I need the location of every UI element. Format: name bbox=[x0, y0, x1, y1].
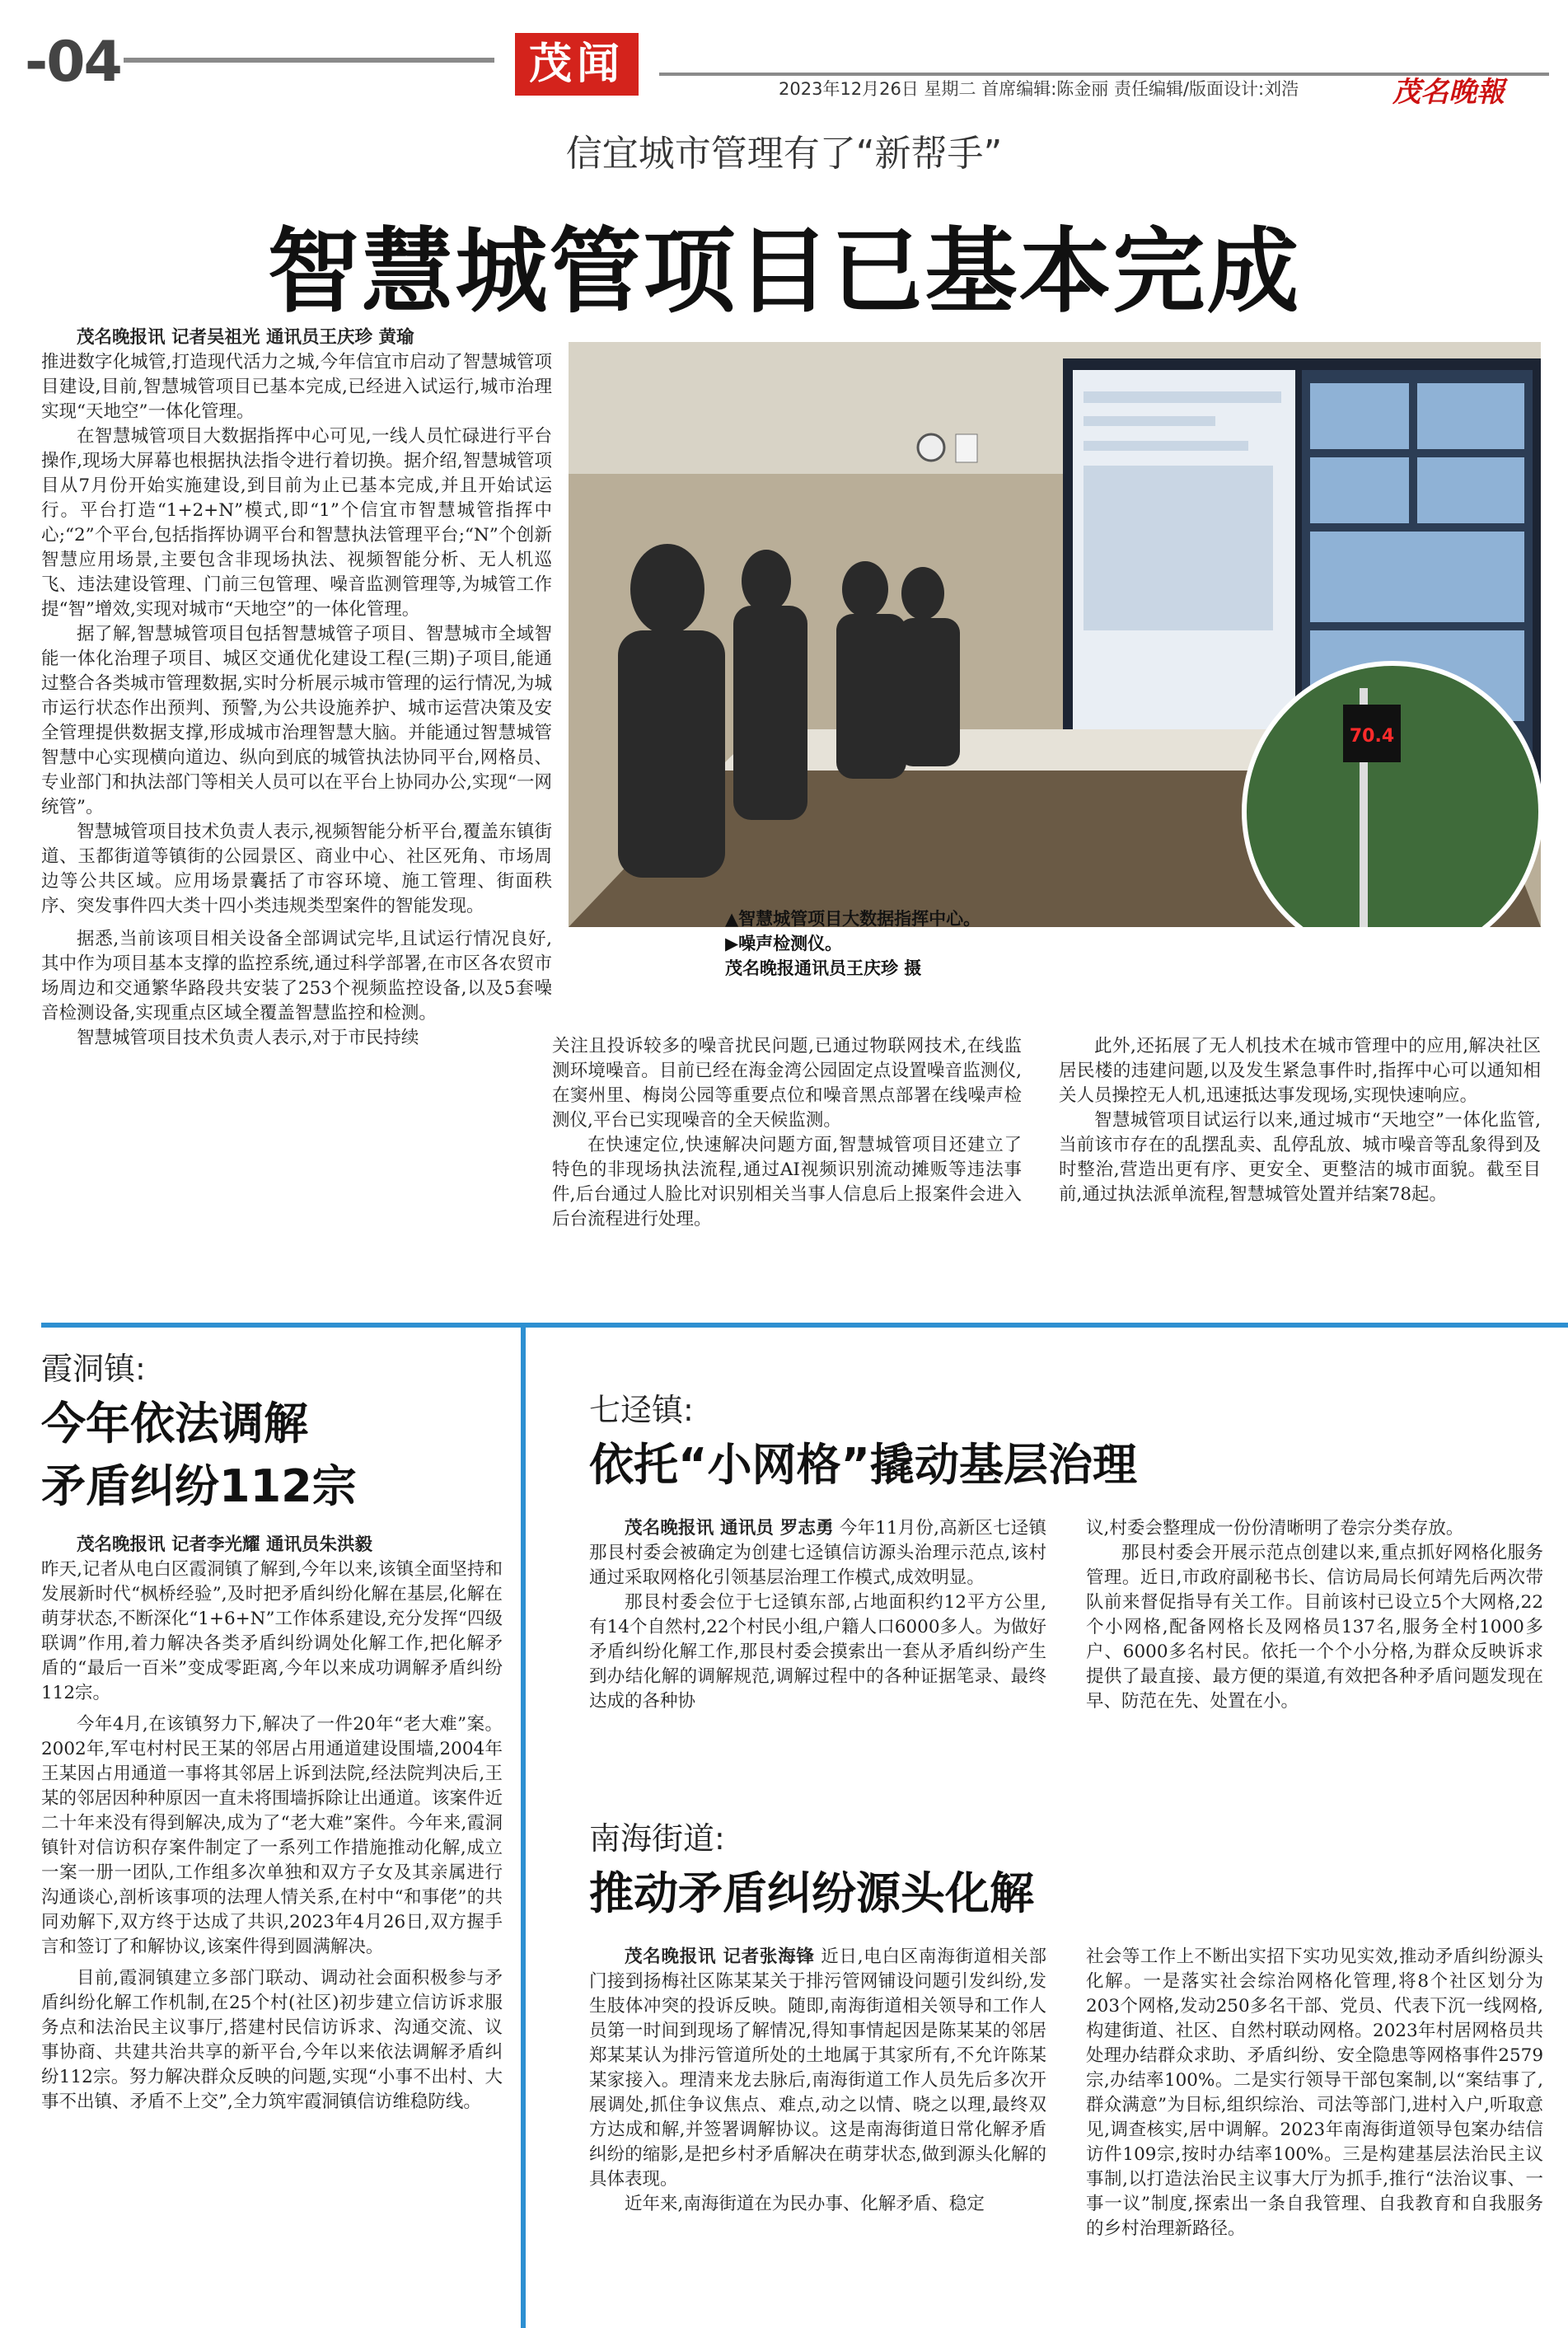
paragraph: 今年11月份,高新区七迳镇那艮村委会被确定为创建七迳镇信访源头治理示范点,该村通过采取网格化引领基层治理工作模式,成效明显。 bbox=[589, 1518, 1046, 1588]
nanhai-kicker: 南海街道: bbox=[589, 1820, 725, 1857]
page-number: -04 bbox=[25, 30, 121, 95]
date-editor-line: 2023年12月26日 星期二 首席编辑:陈金丽 责任编辑/版面设计:刘浩 bbox=[779, 79, 1299, 99]
main-kicker: 信宜城市管理有了“新帮手” bbox=[565, 133, 1003, 175]
main-col-3 bbox=[1059, 1034, 1541, 1207]
paragraph: 智慧城管项目试运行以来,通过城市“天地空”一体化监管,当前该市存在的乱摆乱卖、乱停乱放、城市噪音等乱象得到及时整治,营造出更有序、更安全、更整洁的城市面貌。截至目前,通过执法派单流程,智慧城管处置并结案78起。 bbox=[1059, 1110, 1541, 1205]
paragraph: 社会等工作上不断出实招下实功见实效,推动矛盾纠纷源头化解。一是落实社会综治网格化管理,将8个社区划分为203个网格,发动250多名干部、党员、代表下沉一线网格,构建街道、社区、自然村联动网格。2023年村居网格员共处理办结群众求助、矛盾纠纷、安全隐患等网格事件2579宗,办结率100%。二是实行领导干部包案制,以“案结事了,群众满意”为目标,组织综治、司法等部门,进村入户,听取意见,调查核实,居中调解。2023年南海街道领导包案办结信访件109宗,按时办结率100%。三是构建基层法治民主议事制,以打造法治民主议事大厅为抓手,推行“法治议事、一事一议”制度,探索出一条自我管理、自我教育和自我服务的乡村治理新路径。 bbox=[1086, 1946, 1543, 2239]
main-col-2 bbox=[552, 1034, 1022, 1232]
main-col-1 bbox=[41, 326, 552, 1051]
paragraph: 智慧城管项目技术负责人表示,对于市民持续 bbox=[77, 1028, 419, 1048]
paragraph: 昨天,记者从电白区霞洞镇了解到,今年以来,该镇全面坚持和发展新时代“枫桥经验”,及时把矛盾纠纷化解在基层,化解在萌芽状态,不断深化“1+6+N”工作体系建设,充分发挥“四级联调”作用,着力解决各类矛盾纠纷调处化解工作,把化解矛盾的“最后一百米”变成零距离,今年以来成功调解矛盾纠纷112宗。 bbox=[41, 1559, 503, 1703]
noise-meter-reading: 70.4 bbox=[1349, 726, 1395, 747]
paragraph: 议,村委会整理成一份份清晰明了卷宗分类存放。 bbox=[1086, 1518, 1464, 1539]
xiadong-headline bbox=[41, 1393, 357, 1518]
paragraph: 在快速定位,快速解决问题方面,智慧城管项目还建立了特色的非现场执法流程,通过AI视频识别流动摊贩等违法事件,后台通过人脸比对识别相关当事人信息后上报案件会进入后台流程进行处理。 bbox=[552, 1135, 1022, 1230]
section-rule bbox=[41, 1323, 1568, 1328]
nanhai-col-2 bbox=[1086, 1945, 1543, 2241]
paragraph: 今年4月,在该镇努力下,解决了一件20年“老大难”案。2002年,军屯村村民王某的邻居占用通道建设围墙,2004年王某因占用通道一事将其邻居上诉到法院,经法院判决后,王某的邻居因种种原因一直未将围墙拆除让出通道。该案件近二十年来没有得到解决,成为了“老大难”案件。今年来,霞洞镇针对信访积存案件制定了一系列工作措施推动化解,成立一案一册一团队,工作组多次单独和双方子女及其亲属进行沟通谈心,剖析该事项的法理人情关系,在村中“和事佬”的共同劝解下,双方终于达成了共识,2023年4月26日,双方握手言和签订了和解协议,该案件得到圆满解决。 bbox=[41, 1714, 503, 1957]
headline-line: 今年依法调解 bbox=[41, 1398, 308, 1450]
paragraph: 近日,电白区南海街道相关部门接到扬梅社区陈某某关于排污管网铺设问题引发纠纷,发生肢体冲突的投诉反映。随即,南海街道相关领导和工作人员第一时间到现场了解情况,得知事情起因是陈某某的邻居郑某某认为排污管道所处的土地属于其家所有,不允许陈某某家接入。理清来龙去脉后,南海街道工作人员先后多次开展调处,抓住争议焦点、难点,动之以情、晓之以理,最终双方达成和解,并签署调解协议。这是南海街道日常化解矛盾纠纷的缩影,是把乡村矛盾解决在萌芽状态,做到源头化解的具体表现。 bbox=[589, 1946, 1046, 2190]
paragraph: 此外,还拓展了无人机技术在城市管理中的应用,解决社区居民楼的违建问题,以及发生紧急事件时,指挥中心可以通知相关人员操控无人机,迅速抵达事发现场,实现快速响应。 bbox=[1059, 1036, 1541, 1106]
nanhai-col-1 bbox=[589, 1945, 1046, 2217]
column-rule bbox=[521, 1323, 526, 2328]
main-byline: 茂名晚报讯 记者吴祖光 通讯员王庆珍 黄瑜 bbox=[77, 327, 414, 348]
nanhai-headline: 推动矛盾纠纷源头化解 bbox=[589, 1867, 1034, 1919]
nanhai-byline: 茂名晚报讯 记者张海锋 bbox=[625, 1946, 815, 1967]
paragraph: 智慧城管项目技术负责人表示,视频智能分析平台,覆盖东镇街道、玉都街道等镇街的公园景区、商业中心、社区死角、市场周边等公共区域。应用场景囊括了市容环境、施工管理、街面秩序、突发事件四大类十四小类违规类型案件的智能发现。 bbox=[41, 822, 552, 916]
main-headline: 智慧城管项目已基本完成 bbox=[267, 218, 1301, 326]
paragraph: 那艮村委会开展示范点创建以来,重点抓好网格化服务管理。近日,市政府副秘书长、信访局局长何靖先后两次带队前来督促指导有关工作。目前该村已设立5个大网格,22个小网格,配备网格长及网格员137名,服务全村1000多户、6000多名村民。依托一个个小分格,为群众反映诉求提供了最直接、最方便的渠道,有效把各种矛盾问题发现在早、防范在先、处置在小。 bbox=[1086, 1543, 1543, 1712]
paragraph: 在智慧城管项目大数据指挥中心可见,一线人员忙碌进行平台操作,现场大屏幕也根据执法指令进行着切换。据介绍,智慧城管项目从7月份开始实施建设,到目前为止已基本完成,并且开始试运行。平台打造“1+2+N”模式,即“1”个信宜市智慧城管指挥中心;“2”个平台,包括指挥协调平台和智慧执法管理平台;“N”个创新智慧应用场景,主要包含非现场执法、视频智能分析、无人机巡飞、违法建设管理、门前三包管理、噪音监测管理等,为城管工作提“智”增效,实现对城市“天地空”的一体化管理。 bbox=[41, 426, 552, 620]
xiadong-byline: 茂名晚报讯 记者李光耀 通讯员朱洪毅 bbox=[77, 1534, 372, 1555]
paragraph: 关注且投诉较多的噪音扰民问题,已通过物联网技术,在线监测环境噪音。目前已经在海金湾公园固定点设置噪音监测仪,在窦州里、梅岗公园等重要点位和噪音黑点部署在线噪声检测仪,平台已实现噪音的全天候监测。 bbox=[552, 1036, 1022, 1131]
paragraph: 据了解,智慧城管项目包括智慧城管子项目、智慧城市全域智能一体化治理子项目、城区交通优化建设工程(三期)子项目,能通过整合各类城市管理数据,实时分析展示城市管理的运行情况,为城市运行状态作出预判、预警,为公共设施养护、城市运营决策及安全管理提供数据支撑,形成城市治理智慧大脑。并能通过智慧城管智慧中心实现横向道边、纵向到底的城管执法协同平台,网格员、专业部门和执法部门等相关人员可以在平台上协同办公,实现“一网统管”。 bbox=[41, 624, 552, 817]
xiadong-kicker: 霞洞镇: bbox=[41, 1351, 146, 1387]
section-label: 茂闻 bbox=[515, 33, 639, 96]
qijing-byline: 茂名晚报讯 通讯员 罗志勇 bbox=[625, 1518, 834, 1539]
qijing-col-1 bbox=[589, 1516, 1046, 1714]
qijing-kicker: 七迳镇: bbox=[589, 1392, 694, 1428]
paragraph: 那艮村委会位于七迳镇东部,占地面积约12平方公里,有14个自然村,22个村民小组,户籍人口6000多人。为做好矛盾纠纷化解工作,那艮村委会摸索出一套从矛盾纠纷产生到办结化解的调解规范,调解过程中的各种证据笔录、最终达成的各种协 bbox=[589, 1592, 1046, 1712]
paragraph: 据悉,当前该项目相关设备全部调试完毕,且试运行情况良好,其中作为项目基本支撑的监控系统,通过科学部署,在市区各农贸市场周边和交通繁华路段共安装了253个视频监控设备,以及5套噪音检测设备,实现重点区域全覆盖智慧监控和检测。 bbox=[41, 929, 552, 1023]
caption-line: ▲智慧城管项目大数据指挥中心。 bbox=[725, 909, 981, 929]
headline-line: 矛盾纠纷112宗 bbox=[41, 1460, 357, 1512]
caption-line: ▶噪声检测仪。 bbox=[725, 934, 843, 953]
command-center-photo bbox=[569, 342, 1541, 927]
qijing-col-2 bbox=[1086, 1516, 1543, 1714]
photo-illustration bbox=[569, 342, 1541, 927]
caption-credit: 茂名晚报通讯员王庆珍 摄 bbox=[725, 958, 922, 978]
paragraph: 目前,霞洞镇建立多部门联动、调动社会面积极参与矛盾纠纷化解工作机制,在25个村(社区)初步建立信访诉求服务点和法治民主议事厅,搭建村民信访诉求、沟通交流、议事协商、共建共治共享的新平台,今年以来依法调解矛盾纠纷112宗。努力解决群众反映的问题,实现“小事不出村、大事不出镇、矛盾不上交”,全力筑牢霞洞镇信访维稳防线。 bbox=[41, 1968, 503, 2112]
paragraph: 近年来,南海街道在为民办事、化解矛盾、稳定 bbox=[625, 2194, 985, 2214]
masthead-logo: 茂名晚報 bbox=[1392, 76, 1505, 109]
xiadong-body bbox=[41, 1533, 503, 2115]
qijing-headline: 依托“小网格”撬动基层治理 bbox=[589, 1439, 1137, 1491]
header-rule bbox=[124, 58, 494, 63]
photo-caption bbox=[725, 906, 981, 981]
paragraph: 推进数字化城管,打造现代活力之城,今年信宜市启动了智慧城管项目建设,目前,智慧城管项目已基本完成,已经进入试运行,城市治理实现“天地空”一体化管理。 bbox=[41, 352, 552, 422]
